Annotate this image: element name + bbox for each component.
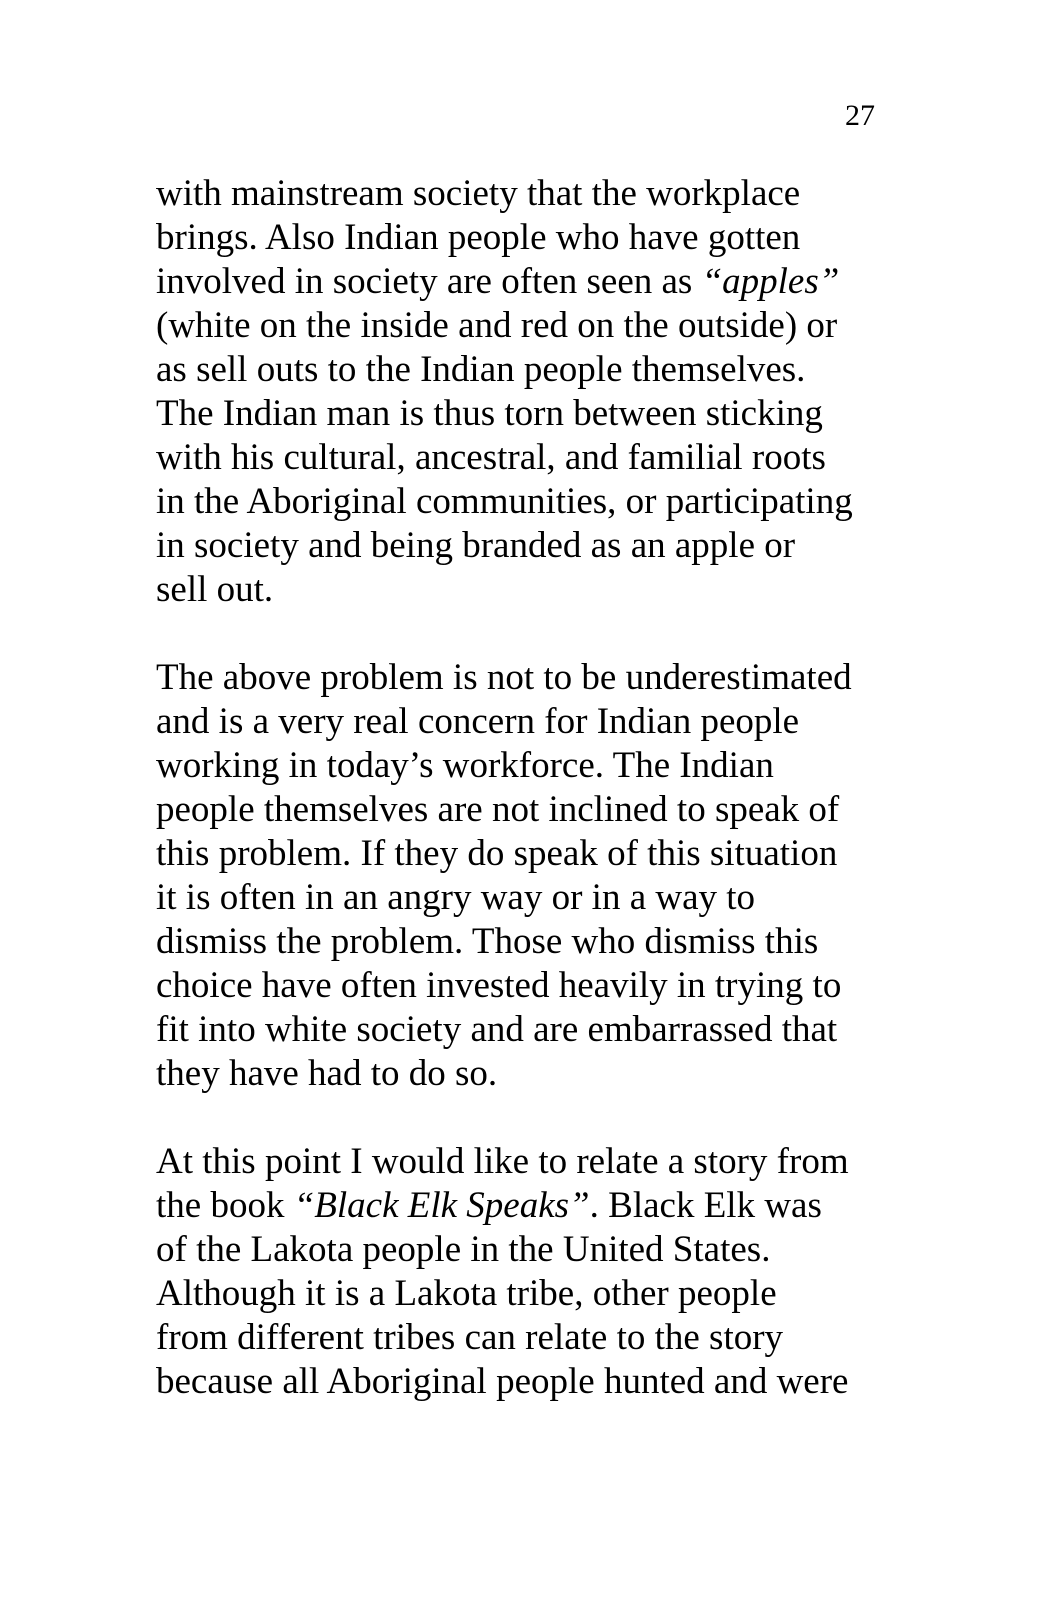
text-line: sell out. [156,569,274,610]
text-line: with mainstream society that the workplace [156,173,801,214]
text-line: in society and being branded as an apple or [156,525,796,566]
paragraph-3 [156,1140,896,1404]
text-line: as sell outs to the Indian people themselves. [156,349,806,390]
text-run: . Black Elk was [589,1185,822,1226]
page-number: 27 [845,99,875,132]
text-line: of the Lakota people in the United States. [156,1229,771,1270]
text-line: in the Aboriginal communities, or participating [156,481,853,522]
text-line: The above problem is not to be underestimated [156,657,852,698]
italic-term-apples: “apples” [701,261,840,302]
text-line: this problem. If they do speak of this situation [156,833,838,874]
text-line: dismiss the problem. Those who dismiss this [156,921,819,962]
text-run: involved in society are often seen as [156,261,702,302]
text-line: with his cultural, ancestral, and familial roots [156,437,826,478]
text-run: the book [156,1185,294,1226]
text-line: Although it is a Lakota tribe, other people [156,1273,777,1314]
italic-book-title: “Black Elk Speaks” [293,1185,590,1226]
body-text [156,172,896,1448]
text-line: (white on the inside and red on the outside) or [156,305,838,346]
text-line [156,260,896,304]
text-line: and is a very real concern for Indian people [156,701,800,742]
paragraph-2 [156,656,896,1096]
text-line: because all Aboriginal people hunted and were [156,1361,849,1402]
text-line: choice have often invested heavily in trying to [156,965,842,1006]
text-line: fit into white society and are embarrassed that [156,1009,838,1050]
text-line: they have had to do so. [156,1053,498,1094]
text-line: from different tribes can relate to the story [156,1317,784,1358]
text-line: it is often in an angry way or in a way to [156,877,756,918]
text-line: At this point I would like to relate a story from [156,1141,849,1182]
text-line: people themselves are not inclined to speak of [156,789,840,830]
text-line: brings. Also Indian people who have gotten [156,217,801,258]
text-line [156,1184,896,1228]
paragraph-1 [156,172,896,612]
text-line: The Indian man is thus torn between sticking [156,393,823,434]
text-line: working in today’s workforce. The Indian [156,745,774,786]
